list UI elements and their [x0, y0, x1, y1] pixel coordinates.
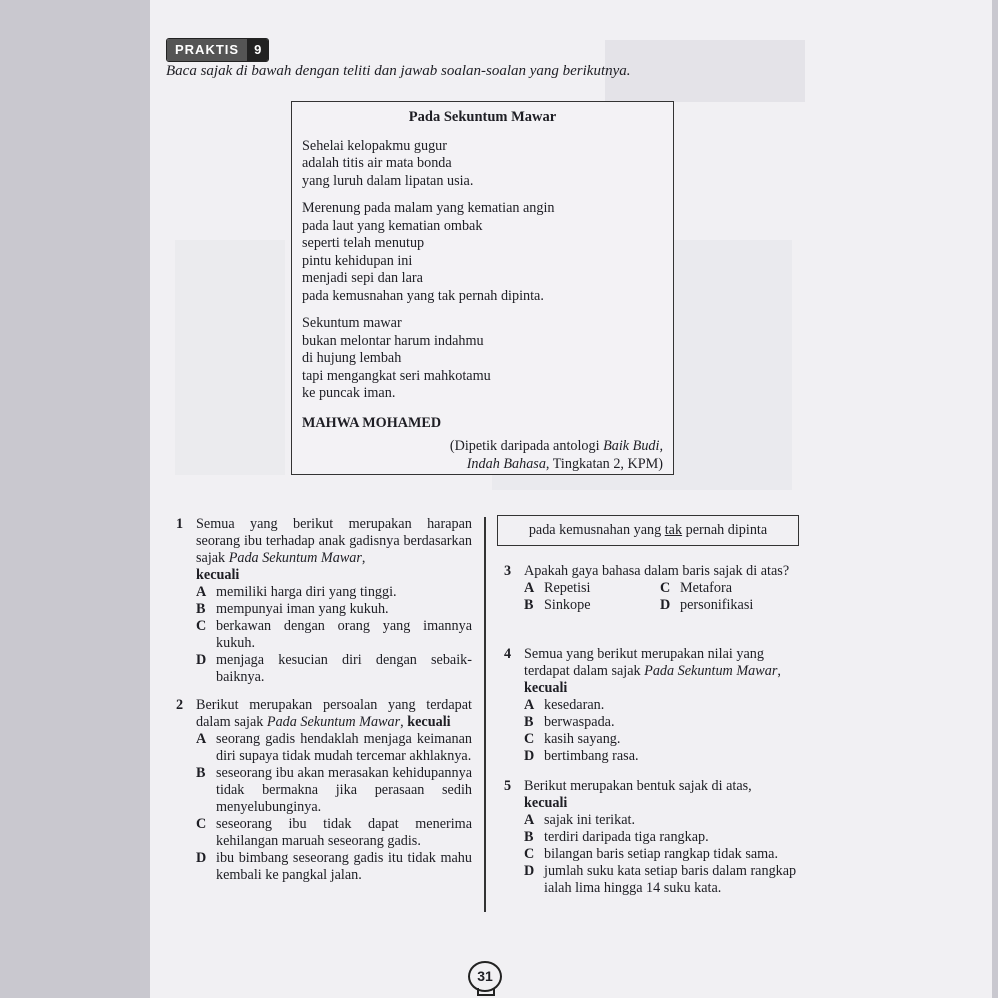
option: C seseorang ibu tidak dapat menerima kehilangan maruah seseorang gadis. [196, 816, 472, 849]
question-2: 2 Berikut merupakan persoalan yang terdapat dalam sajak Pada Sekuntum Mawar, kecuali A seorang gadis hendaklah menjaga keimanan diri supaya tidak mudah tercemar akhlaknya. B seseorang ibu akan merasakan kehidupannya tidak bermakna jika perasaan sedih menyelubunginya. C seseorang ibu tidak dapat menerima kehilangan maruah seseorang gadis. D ibu bimbang seseorang gadis itu tidak mahu kembali ke pangkal jalan. [176, 697, 472, 883]
option: D personifikasi [660, 597, 754, 613]
page-number: 31 [468, 961, 502, 992]
poem-title: Pada Sekuntum Mawar [408, 109, 557, 125]
stanza-3 [302, 315, 663, 403]
question-text: Semua yang berikut merupakan harapan seorang ibu terhadap anak gadisnya berdasarkan sajak Pada Sekuntum Mawar, kecuali [196, 516, 472, 583]
option: B terdiri daripada tiga rangkap. [524, 829, 709, 845]
poem-line: tapi mengangkat seri mahkotamu [302, 367, 491, 384]
stanza-1 [302, 138, 663, 191]
option: A Repetisi [524, 580, 591, 596]
option: B berwaspada. [524, 714, 615, 730]
poet-name: MAHWA MOHAMED [302, 414, 442, 431]
instruction: Baca sajak di bawah dengan teliti dan jawab soalan-soalan yang berikutnya. [166, 63, 631, 79]
question-text: Apakah gaya bahasa dalam baris sajak di atas? [524, 563, 790, 579]
quoted-line-box: pada kemusnahan yang tak pernah dipinta [497, 515, 799, 546]
question-text: Berikut merupakan persoalan yang terdapat dalam sajak Pada Sekuntum Mawar, kecuali [196, 697, 472, 730]
option: B seseorang ibu akan merasakan kehidupannya tidak bermakna jika perasaan sedih menyelubunginya. [196, 765, 472, 815]
option: A memiliki harga diri yang tinggi. [196, 584, 397, 600]
poem-line: seperti telah menutup [302, 235, 425, 251]
question-text: Berikut merupakan bentuk sajak di atas, kecuali [524, 778, 752, 811]
bulb-icon [477, 988, 495, 996]
option: D jumlah suku kata setiap baris dalam rangkap ialah lima hingga 14 suku kata. [524, 863, 797, 896]
option: C bilangan baris setiap rangkap tidak sama. [524, 846, 779, 862]
question-5: 5 Berikut merupakan bentuk sajak di atas, kecuali A sajak ini terikat. B terdiri daripada tiga rangkap. C bilangan baris setiap rangkap tidak sama. D jumlah suku kata setiap baris dalam rangkap ialah lima hingga 14 suku kata. [504, 778, 804, 897]
stanza-2 [302, 200, 663, 305]
poem-line: Merenung pada malam yang kematian angin [302, 200, 555, 216]
badge-number: 9 [247, 39, 268, 61]
section-header [166, 38, 811, 64]
options-grid [524, 580, 804, 614]
question-3: 3 Apakah gaya bahasa dalam baris sajak di atas? A Repetisi C Metafora B Sinkope D personifikasi [504, 563, 804, 614]
poem-line: pintu kehidupan ini [302, 252, 413, 269]
poem-source: (Dipetik daripada antologi Baik Budi, Indah Bahasa, Tingkatan 2, KPM) [449, 438, 663, 472]
option: A seorang gadis hendaklah menjaga keimanan diri supaya tidak mudah tercemar akhlaknya. [196, 731, 472, 764]
poem-line: adalah titis air mata bonda [302, 155, 452, 171]
poem-line: ke puncak iman. [302, 385, 396, 401]
option: B mempunyai iman yang kukuh. [196, 601, 389, 617]
option: D menjaga kesucian diri dengan sebaik-baiknya. [196, 652, 472, 685]
option: C berkawan dengan orang yang imannya kukuh. [196, 618, 472, 651]
poem-line: bukan melontar harum indahmu [302, 332, 484, 349]
poem-line: yang luruh dalam lipatan usia. [302, 172, 474, 189]
poem-line: menjadi sepi dan lara [302, 270, 423, 286]
badge-label: PRAKTIS [167, 39, 247, 61]
question-text: Semua yang berikut merupakan nilai yang terdapat dalam sajak Pada Sekuntum Mawar, kecuali [524, 646, 781, 696]
praktis-badge [166, 38, 269, 62]
poem-line: Sehelai kelopakmu gugur [302, 137, 447, 154]
option: C Metafora [660, 580, 732, 596]
poem-line: di hujung lembah [302, 350, 402, 366]
column-divider [484, 517, 486, 912]
poem-box [291, 101, 674, 475]
question-1: 1 Semua yang berikut merupakan harapan seorang ibu terhadap anak gadisnya berdasarkan sajak Pada Sekuntum Mawar, kecuali A memiliki harga diri yang tinggi. B mempunyai iman yang kukuh. C berkawan dengan orang yang imannya kukuh. D menjaga kesucian diri dengan sebaik-baiknya. [176, 516, 472, 685]
option: B Sinkope [524, 597, 591, 613]
question-4: 4 Semua yang berikut merupakan nilai yang terdapat dalam sajak Pada Sekuntum Mawar, kecuali A kesedaran. B berwaspada. C kasih sayang. D bertimbang rasa. [504, 646, 804, 765]
option: C kasih sayang. [524, 731, 621, 747]
option: A sajak ini terikat. [524, 812, 636, 828]
poem-line: Sekuntum mawar [302, 315, 402, 331]
option: A kesedaran. [524, 697, 605, 713]
option: D bertimbang rasa. [524, 748, 639, 764]
bleed-through [175, 240, 285, 475]
poem-line: pada laut yang kematian ombak [302, 217, 483, 234]
option: D ibu bimbang seseorang gadis itu tidak mahu kembali ke pangkal jalan. [196, 850, 472, 883]
poem-line: pada kemusnahan yang tak pernah dipinta. [302, 287, 544, 304]
